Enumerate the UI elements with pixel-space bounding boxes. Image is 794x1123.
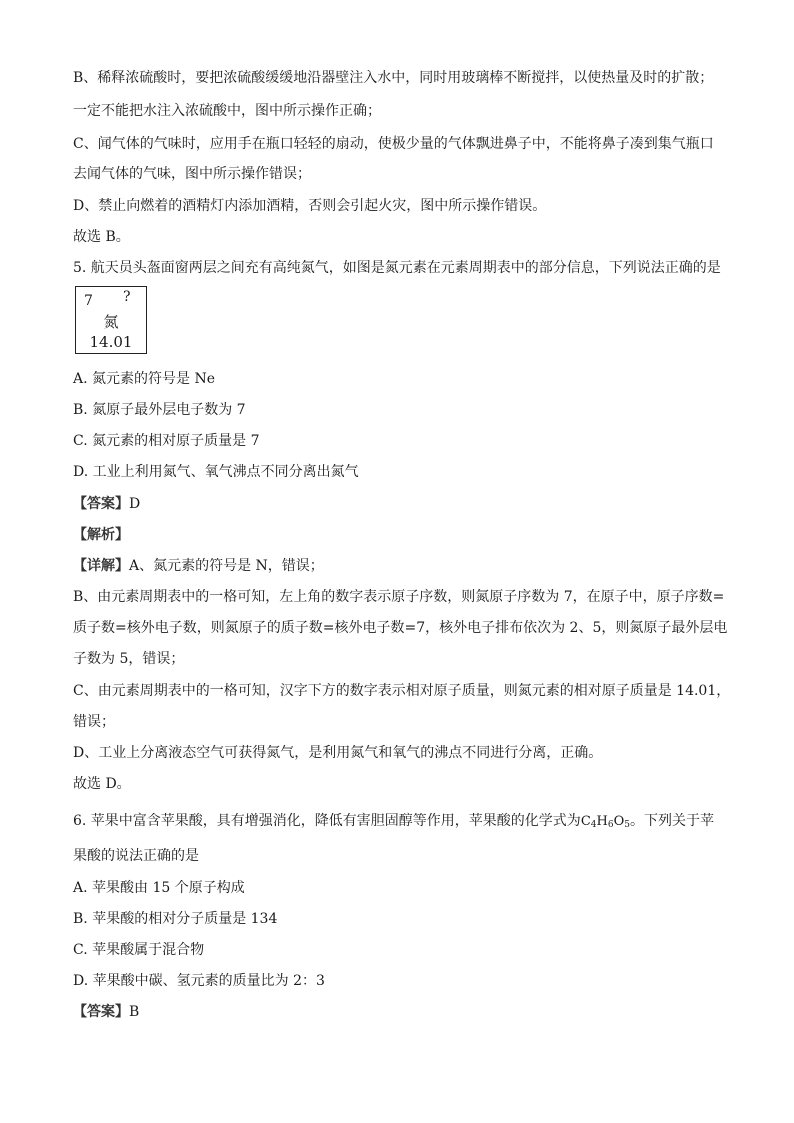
nitrogen-element-cell	[75, 286, 147, 354]
q5-option-a: A. 氮元素的符号是 Ne	[73, 371, 215, 387]
q6-stem-pre: 6. 苹果中富含苹果酸，具有增强消化，降低有害胆固醇等作用，苹果酸的化学式为	[73, 813, 581, 829]
q4-option-d-explanation: D、禁止向燃着的酒精灯内添加酒精，否则会引起火灾，图中所示操作错误。	[73, 198, 547, 214]
q5-detail-b-line2: 质子数=核外电子数，则氮原子的质子数=核外电子数=7，核外电子排布依次为 2、5，则氮原子最外层电	[73, 620, 728, 636]
formula-carbon: C	[580, 814, 591, 829]
formula-hydrogen-count: 6	[607, 820, 614, 830]
q5-stem: 5. 航天员头盔面窗两层之间充有高纯氮气，如图是氮元素在元素周期表中的部分信息，下列说法正确的是	[73, 260, 721, 276]
answer-tag: 【答案】	[73, 496, 129, 512]
formula-oxygen: O	[613, 814, 625, 829]
formula-oxygen-count: 5	[624, 820, 630, 830]
q5-option-d: D. 工业上利用氮气、氧气沸点不同分离出氮气	[73, 464, 359, 480]
q6-option-d: D. 苹果酸中碳、氢元素的质量比为 2：3	[73, 973, 325, 989]
q5-option-c: C. 氮元素的相对原子质量是 7	[73, 433, 260, 449]
q6-stem-line1	[73, 811, 714, 831]
formula-carbon-count: 4	[590, 820, 597, 830]
q6-option-c: C. 苹果酸属于混合物	[73, 942, 205, 958]
detail-a-text: A、氮元素的符号是 N，错误；	[129, 558, 324, 574]
answer-value: D	[129, 496, 141, 512]
q6-option-b: B. 苹果酸的相对分子质量是 134	[73, 911, 278, 927]
q4-choose: 故选 B。	[73, 229, 130, 245]
formula-hydrogen: H	[596, 814, 608, 829]
q5-option-b: B. 氮原子最外层电子数为 7	[73, 402, 246, 418]
q5-analysis-tag	[73, 525, 129, 545]
element-name: 氮	[103, 313, 119, 331]
q4-option-c-explanation-line2: 去闻气体的气味，图中所示操作错误；	[73, 166, 311, 182]
q6-answer	[73, 1002, 139, 1022]
element-atomic-mass: 14.01	[89, 333, 133, 351]
q4-option-b-explanation-line1: B、稀释浓硫酸时，要把浓硫酸缓缓地沿器壁注入水中，同时用玻璃棒不断搅拌，以使热量及时的扩散；	[73, 70, 714, 86]
answer-tag: 【答案】	[73, 1004, 129, 1020]
q5-choose: 故选 D。	[73, 776, 131, 792]
q5-detail-a	[73, 556, 324, 576]
answer-value: B	[129, 1004, 140, 1020]
detail-tag: 【详解】	[73, 558, 129, 574]
q6-stem-line2: 果酸的说法正确的是	[73, 848, 199, 864]
q5-answer	[73, 494, 140, 514]
q4-option-b-explanation-line2: 一定不能把水注入浓硫酸中，图中所示操作正确；	[73, 103, 381, 119]
q5-detail-b-line3: 子数为 5，错误；	[73, 651, 185, 667]
q6-stem-post: 。下列关于苹	[629, 813, 714, 829]
q4-option-c-explanation-line1: C、闻气体的气味时，应用手在瓶口轻轻的扇动，使极少量的气体飘进鼻子中，不能将鼻子凑到集气瓶口	[73, 136, 714, 152]
analysis-tag: 【解析】	[73, 527, 129, 543]
q6-option-a: A. 苹果酸由 15 个原子构成	[73, 880, 245, 896]
element-atomic-number: 7	[84, 293, 93, 309]
q5-detail-d: D、工业上分离液态空气可获得氮气，是利用氮气和氧气的沸点不同进行分离，正确。	[73, 745, 603, 761]
q5-detail-b-line1: B、由元素周期表中的一格可知，左上角的数字表示原子序数，则氮原子序数为 7，在原子中，原子序数=	[73, 589, 725, 605]
q5-detail-c-line2: 错误；	[73, 714, 115, 730]
q5-detail-c-line1: C、由元素周期表中的一格可知，汉字下方的数字表示相对原子质量，则氮元素的相对原子质量是 14.01，	[73, 683, 731, 699]
malic-acid-formula	[581, 814, 630, 829]
element-symbol: ?	[123, 289, 131, 305]
